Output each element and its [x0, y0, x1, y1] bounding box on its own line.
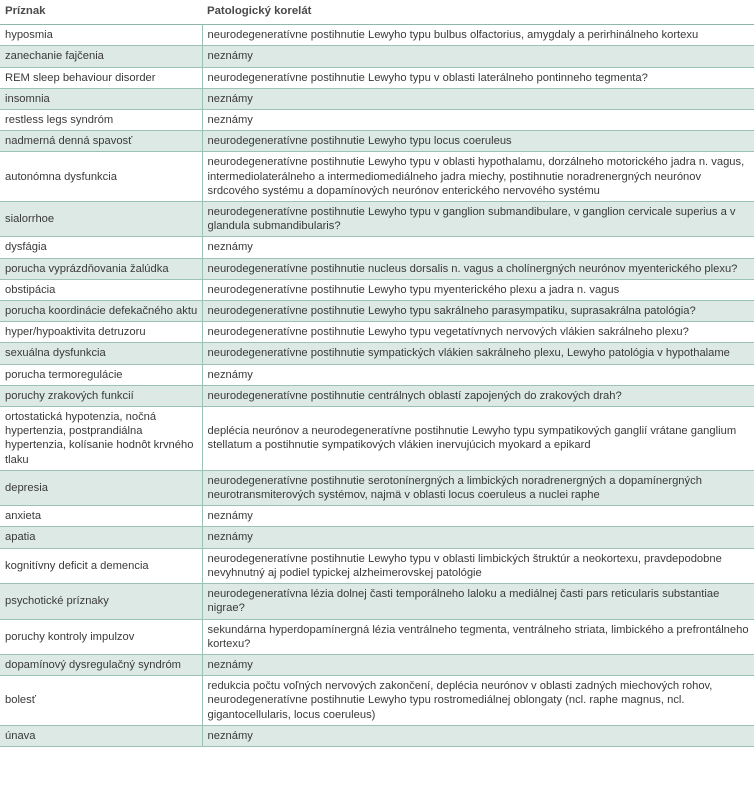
correlate-cell: neurodegeneratívna lézia dolnej časti temporálneho laloku a mediálnej časti pars reticularis substantiae nigrae? [202, 584, 754, 619]
correlate-cell: neurodegeneratívne postihnutie Lewyho typu v oblasti laterálneho pontinneho tegmenta? [202, 67, 754, 88]
correlate-cell: neurodegeneratívne postihnutie centrálnych oblastí zapojených do zrakových drah? [202, 385, 754, 406]
table-row [0, 619, 754, 654]
correlate-cell: neznámy [202, 88, 754, 109]
correlate-cell: neznámy [202, 364, 754, 385]
correlate-cell: neurodegeneratívne postihnutie Lewyho typu myenterického plexu a jadra n. vagus [202, 279, 754, 300]
table-row [0, 385, 754, 406]
symptom-cell: poruchy zrakových funkcií [0, 385, 202, 406]
table-row [0, 237, 754, 258]
correlate-cell: neznámy [202, 527, 754, 548]
table-row [0, 110, 754, 131]
correlate-cell: neznámy [202, 725, 754, 746]
table-row [0, 470, 754, 505]
symptom-cell: psychotické príznaky [0, 584, 202, 619]
correlate-cell: sekundárna hyperdopamínergná lézia ventrálneho tegmenta, ventrálneho striata, limbického a prefrontálneho kortexu? [202, 619, 754, 654]
correlate-cell: neurodegeneratívne postihnutie Lewyho typu v oblasti hypothalamu, dorzálneho motorického jadra n. vagus, intermediolaterálneho a intermediomediálneho jadra miechy, postihnutie noradrenergných neurónov srdcového systému a dopamínových neurónov enterického nervového systému [202, 152, 754, 202]
table-row [0, 506, 754, 527]
table-row [0, 322, 754, 343]
table-row [0, 202, 754, 237]
table-row [0, 407, 754, 471]
symptom-cell: restless legs syndróm [0, 110, 202, 131]
symptom-cell: anxieta [0, 506, 202, 527]
table-row [0, 343, 754, 364]
symptom-cell: obstipácia [0, 279, 202, 300]
table-row [0, 279, 754, 300]
table-row [0, 25, 754, 46]
table-row [0, 152, 754, 202]
correlate-cell: neznámy [202, 506, 754, 527]
symptom-cell: dysfágia [0, 237, 202, 258]
header-symptom: Príznak [0, 0, 202, 25]
symptom-cell: autonómna dysfunkcia [0, 152, 202, 202]
correlate-cell: neznámy [202, 654, 754, 675]
correlate-cell: neurodegeneratívne postihnutie sympatických vlákien sakrálneho plexu, Lewyho patológia v hypothalame [202, 343, 754, 364]
symptom-cell: nadmerná denná spavosť [0, 131, 202, 152]
correlate-cell: neurodegeneratívne postihnutie Lewyho typu vegetatívnych nervových vlákien sakrálneho plexu? [202, 322, 754, 343]
symptom-cell: REM sleep behaviour disorder [0, 67, 202, 88]
symptom-cell: kognitívny deficit a demencia [0, 548, 202, 583]
table-row [0, 258, 754, 279]
correlate-cell: redukcia počtu voľných nervových zakončení, depléci​a neurónov v oblasti zadných miechových rohov, neurodegeneratívne postihnutie Lewyho typu rostromediálnej oblongaty (ncl. raphe magnus, ncl. gigantocellularis, locus coeruleus) [202, 676, 754, 726]
table-row [0, 364, 754, 385]
table-row [0, 548, 754, 583]
table-row [0, 301, 754, 322]
symptom-cell: hyper/hypoaktivita detruzoru [0, 322, 202, 343]
symptom-cell: sexuálna dysfunkcia [0, 343, 202, 364]
table-row [0, 676, 754, 726]
table-row [0, 131, 754, 152]
table-row [0, 46, 754, 67]
symptom-cell: hyposmia [0, 25, 202, 46]
table-row [0, 584, 754, 619]
correlate-cell: neznámy [202, 46, 754, 67]
symptom-cell: depresia [0, 470, 202, 505]
symptom-cell: ortostatická hypotenzia, nočná hypertenzia, postprandiálna hypertenzia, kolísanie hodnôt krvného tlaku [0, 407, 202, 471]
table-body [0, 25, 754, 747]
header-row [0, 0, 754, 25]
table-row [0, 527, 754, 548]
table-row [0, 725, 754, 746]
correlate-cell: neurodegeneratívne postihnutie Lewyho typu v oblasti limbických štruktúr a neokortexu, pravdepodobne nevyhnutný aj podiel typickej alzheimerovskej patológie [202, 548, 754, 583]
symptom-cell: poruchy kontroly impulzov [0, 619, 202, 654]
correlate-cell: neurodegeneratívne postihnutie Lewyho typu sakrálneho parasympatiku, suprasakrálna patológia? [202, 301, 754, 322]
correlate-cell: neurodegeneratívne postihnutie Lewyho typu locus coeruleus [202, 131, 754, 152]
symptom-cell: sialorrhoe [0, 202, 202, 237]
correlate-cell: neurodegeneratívne postihnutie nucleus dorsalis n. vagus a cholínergných neurónov myenterického plexu? [202, 258, 754, 279]
symptom-cell: bolesť [0, 676, 202, 726]
correlate-cell: depléci​a neurónov a neurodegeneratívne postihnutie Lewyho typu sympatikových ganglií vrátane ganglium stellatum a postihnutie sympatikových vlákien inervujúcich myokard a epikard [202, 407, 754, 471]
symptom-cell: porucha termoregulácie [0, 364, 202, 385]
symptom-cell: porucha vyprázdňovania žalúdka [0, 258, 202, 279]
correlate-cell: neznámy [202, 110, 754, 131]
correlate-cell: neurodegeneratívne postihnutie Lewyho typu bulbus olfactorius, amygdaly a perirhinálneho kortexu [202, 25, 754, 46]
symptom-cell: zanechanie fajčenia [0, 46, 202, 67]
correlate-cell: neznámy [202, 237, 754, 258]
table-row [0, 88, 754, 109]
correlate-cell: neurodegeneratívne postihnutie serotonínergných a limbických noradrenergných a dopamínergných neurotransmiterových systémov, najmä v oblasti locus coeruleus a nuclei raphe [202, 470, 754, 505]
table-row [0, 67, 754, 88]
table-header [0, 0, 754, 25]
symptom-cell: dopamínový dysregulačný syndróm [0, 654, 202, 675]
symptom-cell: insomnia [0, 88, 202, 109]
symptom-cell: apatia [0, 527, 202, 548]
correlate-cell: neurodegeneratívne postihnutie Lewyho typu v ganglion submandibulare, v ganglion cervicale superius a v glandula submandibularis? [202, 202, 754, 237]
header-correlate: Patologický korelát [202, 0, 754, 25]
symptom-cell: porucha koordinácie defekačného aktu [0, 301, 202, 322]
symptom-cell: únava [0, 725, 202, 746]
table-row [0, 654, 754, 675]
